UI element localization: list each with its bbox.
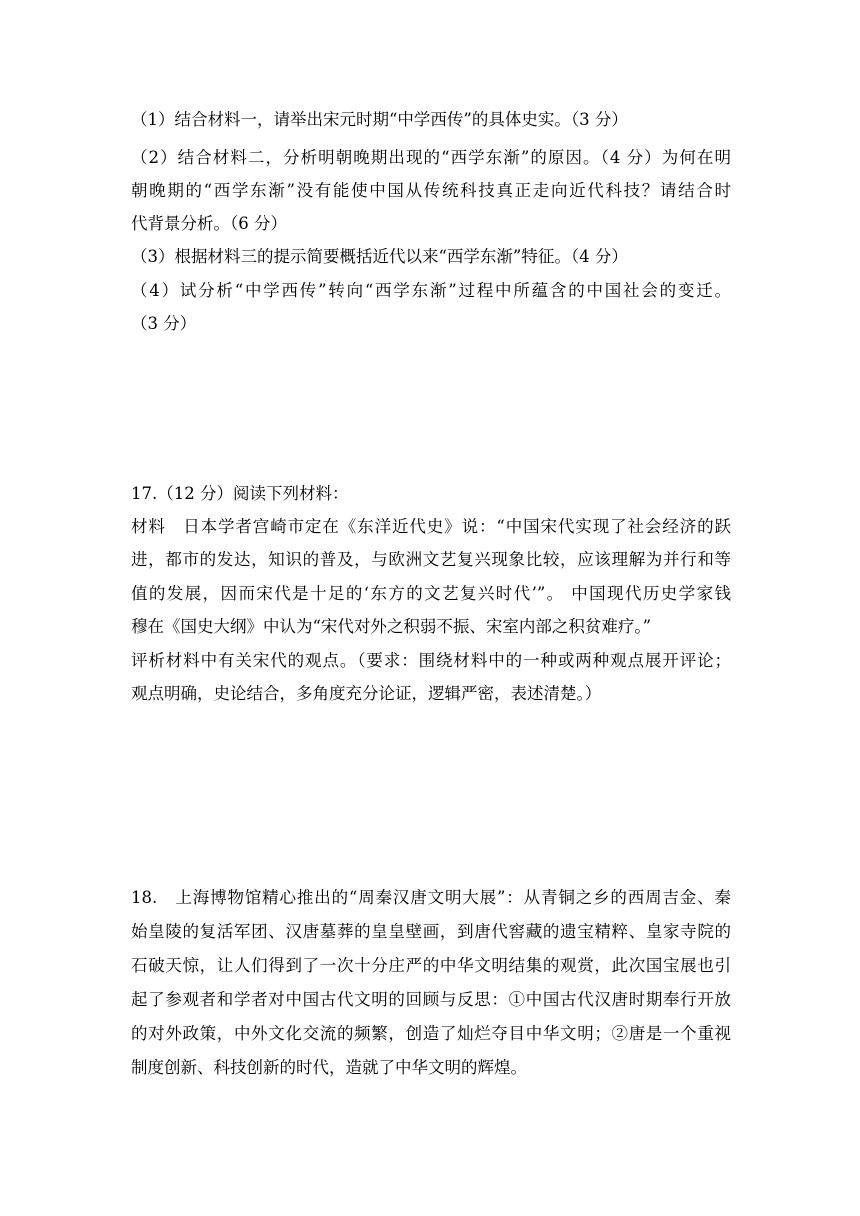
q16-subquestion-4-line-1: （4）试分析“中学西传”转向“西学东渐”过程中所蕴含的中国社会的变迁。: [131, 281, 731, 300]
q16-subquestion-1: （1）结合材料一，请举出宋元时期“中学西传”的具体史实。（3 分）: [131, 110, 628, 129]
q17-task-line-1: 评析材料中有关宋代的观点。（要求：围绕材料中的一种或两种观点展开评论；: [131, 651, 731, 670]
q16-subquestion-3: （3）根据材料三的提示简要概括近代以来“西学东渐”特征。（4 分）: [131, 247, 628, 266]
q17-material-line-2: 进，都市的发达，知识的普及，与欧洲文艺复兴现象比较，应该理解为并行和等: [131, 550, 731, 569]
q17-task-line-2: 观点明确，史论结合，多角度充分论证，逻辑严密，表述清楚。）: [131, 684, 602, 703]
q18-line-6: 制度创新、科技创新的时代，造就了中华文明的辉煌。: [131, 1058, 527, 1077]
q16-subquestion-2-line-1: （2）结合材料二，分析明朝晚期出现的“西学东渐”的原因。（4 分）为何在明: [131, 148, 731, 167]
q18-line-2: 始皇陵的复活军团、汉唐墓葬的皇皇壁画，到唐代窖藏的遗宝精粹、皇家寺院的: [131, 922, 731, 941]
q18-line-4: 起了参观者和学者对中国古代文明的回顾与反思：①中国古代汉唐时期奉行开放: [131, 990, 731, 1009]
q18-line-1: 18. 上海博物馆精心推出的“周秦汉唐文明大展”：从青铜之乡的西周吉金、秦: [131, 888, 731, 907]
q17-heading: 17.（12 分）阅读下列材料：: [131, 484, 349, 503]
q16-subquestion-2-line-3: 代背景分析。（6 分）: [131, 214, 287, 233]
q18-line-3: 石破天惊，让人们得到了一次十分庄严的中华文明结集的观赏，此次国宝展也引: [131, 956, 731, 975]
q17-material-line-4: 穆在《国史大纲》中认为“宋代对外之积弱不振、宋室内部之积贫难疗。”: [131, 617, 652, 636]
q16-subquestion-4-line-2: （3 分）: [131, 314, 197, 333]
q17-material-line-3: 值的发展，因而宋代是十足的‘东方的文艺复兴时代’”。 中国现代历史学家钱: [131, 584, 731, 603]
q16-subquestion-2-line-2: 朝晚期的“西学东渐”没有能使中国从传统科技真正走向近代科技？请结合时: [131, 181, 731, 200]
q17-material-line-1: 材料 日本学者宫崎市定在《东洋近代史》说：“中国宋代实现了社会经济的跃: [131, 517, 731, 536]
q18-line-5: 的对外政策，中外文化交流的频繁，创造了灿烂夺目中华文明；②唐是一个重视: [131, 1024, 731, 1043]
